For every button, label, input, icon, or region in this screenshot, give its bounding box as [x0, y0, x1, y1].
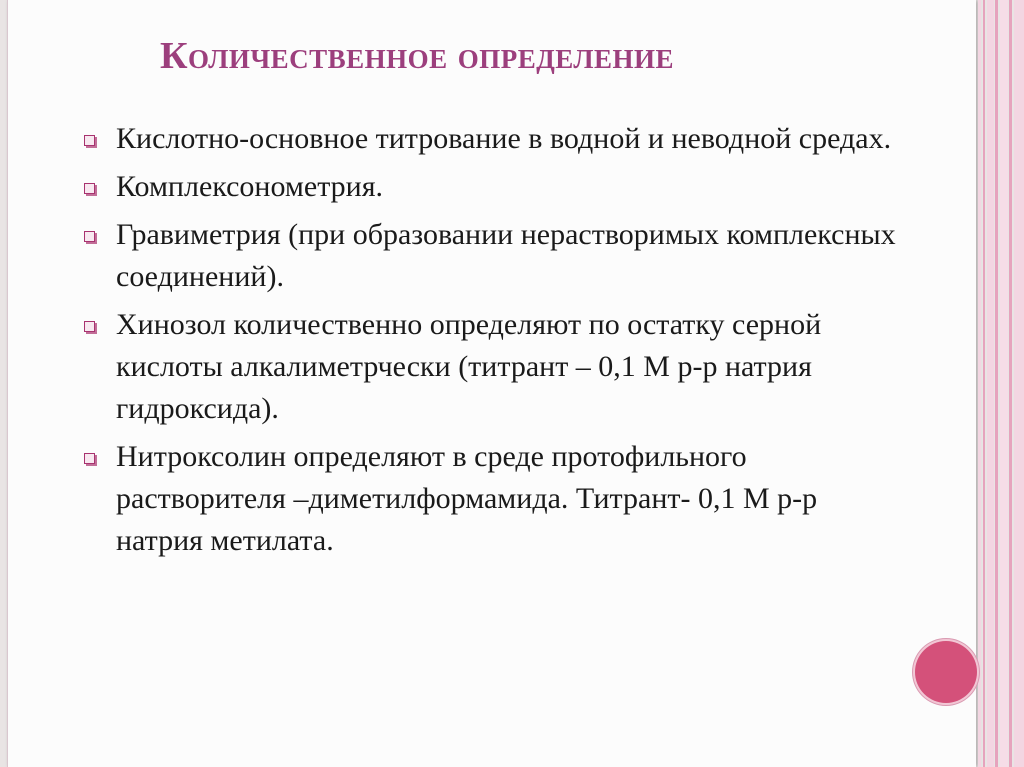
- list-item-text: Гравиметрия (при образовании нерастворимых комплексных соединений).: [116, 218, 896, 293]
- list-item: [80, 304, 910, 430]
- decorative-stripes: [978, 0, 1024, 767]
- slide-title: Количественное определение: [160, 35, 675, 77]
- stripe: [987, 0, 994, 767]
- stripe: [983, 0, 985, 767]
- square-bullet-icon: [84, 453, 95, 464]
- square-bullet-icon: [84, 231, 95, 242]
- stripe: [1009, 0, 1012, 767]
- pink-circle-icon: [915, 641, 977, 703]
- stripe: [1014, 0, 1024, 767]
- square-bullet-icon: [84, 135, 95, 146]
- list-item-text: Нитроксолин определяют в среде протофильного растворителя –диметилформамида. Титрант- 0,1 М р-р натрия метилата.: [116, 440, 818, 557]
- list-item-text: Хинозол количественно определяют по остатку серной кислоты алкалиметрчески (титрант – 0,1 М р-р натрия гидроксида).: [116, 308, 822, 425]
- stripe: [978, 0, 981, 767]
- list-item-text: Кислотно-основное титрование в водной и неводной средах.: [116, 122, 892, 155]
- square-bullet-icon: [84, 183, 95, 194]
- square-bullet-icon: [84, 321, 95, 332]
- list-item: [80, 436, 910, 562]
- list-item-text: Комплексонометрия.: [116, 170, 384, 203]
- list-item: [80, 214, 910, 298]
- list-item: [80, 166, 910, 208]
- list-item: [80, 118, 910, 160]
- bullet-list: [80, 118, 910, 568]
- stripe: [995, 0, 998, 767]
- stripe: [1000, 0, 1008, 767]
